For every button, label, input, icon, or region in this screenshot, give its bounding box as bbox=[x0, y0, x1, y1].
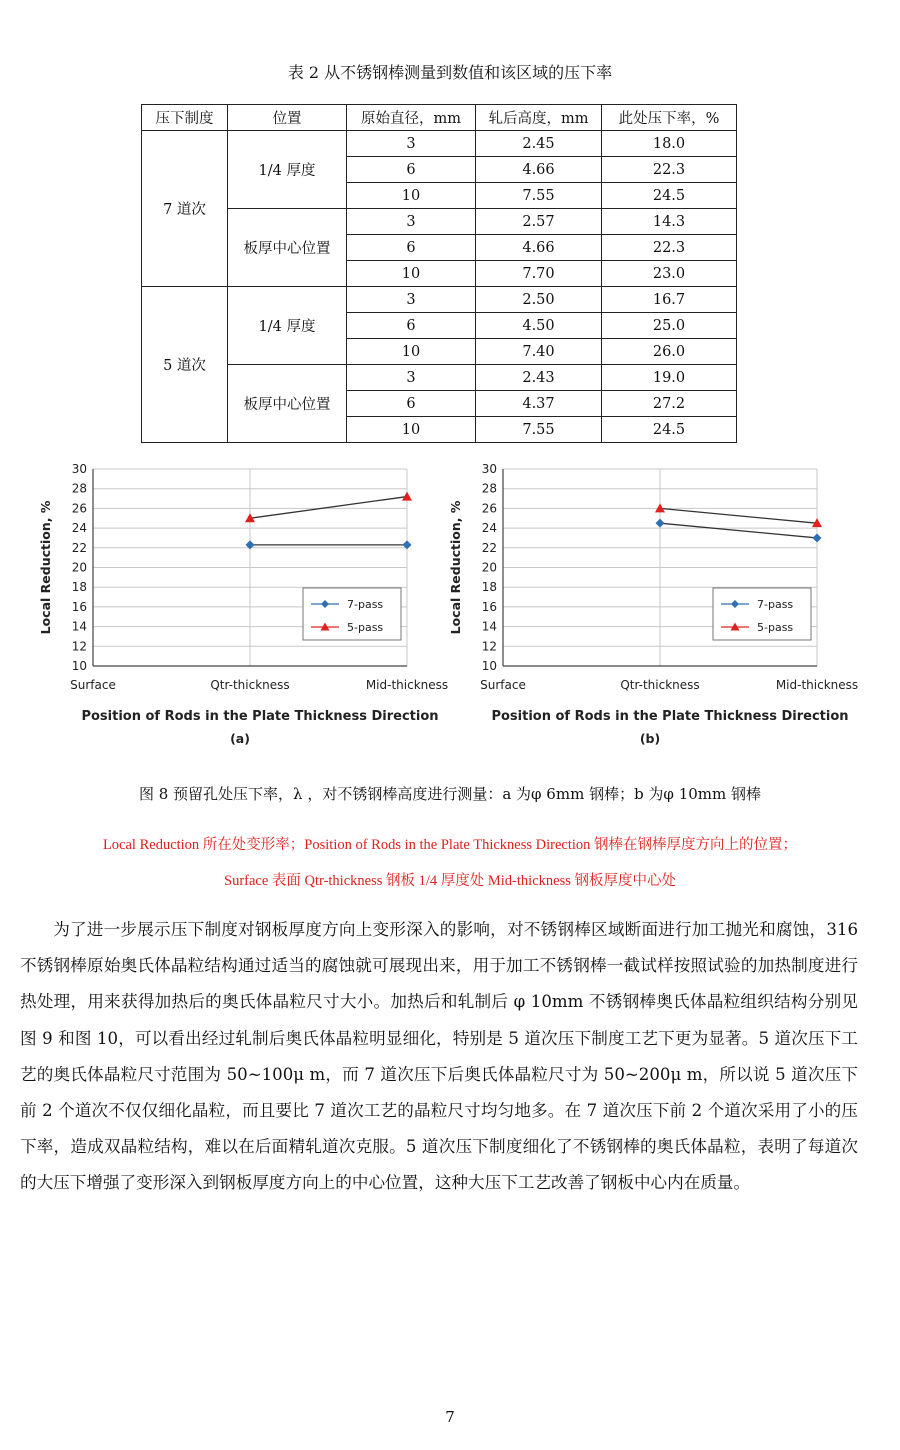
position-cell: 板厚中心位置 bbox=[228, 209, 347, 287]
y-tick-label: 12 bbox=[71, 639, 87, 654]
diameter-cell: 6 bbox=[347, 313, 476, 339]
y-tick-label: 28 bbox=[71, 481, 87, 496]
schedule-cell: 7 道次 bbox=[142, 131, 228, 287]
y-tick-label: 12 bbox=[481, 639, 497, 654]
y-tick-label: 26 bbox=[71, 501, 87, 516]
data-point-diamond bbox=[813, 533, 822, 542]
height-cell: 2.43 bbox=[476, 365, 602, 391]
reduction-cell: 24.5 bbox=[602, 183, 737, 209]
y-tick-label: 24 bbox=[481, 521, 497, 536]
diameter-cell: 6 bbox=[347, 157, 476, 183]
panel-label: (b) bbox=[639, 731, 661, 746]
position-cell: 1/4 厚度 bbox=[228, 131, 347, 209]
height-cell: 4.37 bbox=[476, 391, 602, 417]
position-cell: 1/4 厚度 bbox=[228, 287, 347, 365]
legend-label: 7-pass bbox=[347, 598, 384, 611]
height-cell: 7.55 bbox=[476, 183, 602, 209]
y-tick-label: 24 bbox=[71, 521, 87, 536]
chart-b bbox=[440, 458, 860, 758]
reduction-cell: 14.3 bbox=[602, 209, 737, 235]
x-tick-label: Surface bbox=[480, 678, 526, 692]
reduction-cell: 23.0 bbox=[602, 261, 737, 287]
reduction-table bbox=[141, 104, 737, 443]
y-tick-label: 16 bbox=[71, 599, 87, 614]
reduction-cell: 26.0 bbox=[602, 339, 737, 365]
table-row bbox=[142, 287, 737, 313]
header-original-diameter: 原始直径，mm bbox=[347, 105, 476, 131]
x-tick-label: Surface bbox=[70, 678, 116, 692]
header-position: 位置 bbox=[228, 105, 347, 131]
table-row bbox=[142, 209, 737, 235]
table-caption: 表 2 从不锈钢棒测量到数值和该区域的压下率 bbox=[287, 63, 613, 82]
height-cell: 2.57 bbox=[476, 209, 602, 235]
y-tick-label: 22 bbox=[71, 540, 87, 555]
y-tick-label: 20 bbox=[71, 560, 87, 575]
diameter-cell: 3 bbox=[347, 209, 476, 235]
reduction-cell: 24.5 bbox=[602, 417, 737, 443]
legend-label: 7-pass bbox=[757, 598, 794, 611]
diameter-cell: 10 bbox=[347, 261, 476, 287]
position-cell: 板厚中心位置 bbox=[228, 365, 347, 443]
y-tick-label: 26 bbox=[481, 501, 497, 516]
x-axis-label: Position of Rods in the Plate Thickness Direction bbox=[491, 709, 849, 724]
y-tick-label: 20 bbox=[481, 560, 497, 575]
height-cell: 7.70 bbox=[476, 261, 602, 287]
diameter-cell: 3 bbox=[347, 131, 476, 157]
y-tick-label: 18 bbox=[481, 580, 497, 595]
figure-caption: 图 8 预留孔处压下率，λ ，对不锈钢棒高度进行测量：a 为φ 6mm 钢棒；b 为φ 10mm 钢棒 bbox=[138, 785, 762, 803]
series-line-5-pass bbox=[660, 508, 817, 523]
series-line-5-pass bbox=[250, 497, 407, 519]
diameter-cell: 6 bbox=[347, 235, 476, 261]
legend-label: 5-pass bbox=[757, 621, 794, 634]
y-tick-label: 10 bbox=[481, 659, 497, 673]
height-cell: 7.40 bbox=[476, 339, 602, 365]
y-tick-label: 28 bbox=[481, 481, 497, 496]
x-tick-label: Mid-thickness bbox=[365, 678, 449, 692]
reduction-cell: 27.2 bbox=[602, 391, 737, 417]
header-rolled-height: 轧后高度，mm bbox=[476, 105, 602, 131]
figure-note-1: Local Reduction 所在处变形率；Position of Rods in the Plate Thickness Direction 钢棒在钢棒厚度方向上的位置； bbox=[102, 837, 798, 853]
data-point-diamond bbox=[656, 519, 665, 528]
diameter-cell: 6 bbox=[347, 391, 476, 417]
table-header-row bbox=[142, 105, 737, 131]
height-cell: 2.45 bbox=[476, 131, 602, 157]
header-local-reduction: 此处压下率，% bbox=[602, 105, 737, 131]
diameter-cell: 10 bbox=[347, 339, 476, 365]
chart-a bbox=[30, 458, 450, 758]
legend-label: 5-pass bbox=[347, 621, 384, 634]
page-number: 7 bbox=[445, 1408, 455, 1426]
height-cell: 4.66 bbox=[476, 235, 602, 261]
y-tick-label: 10 bbox=[71, 659, 87, 673]
series-line-7-pass bbox=[660, 523, 817, 538]
y-tick-label: 18 bbox=[71, 580, 87, 595]
reduction-cell: 19.0 bbox=[602, 365, 737, 391]
figure-note-2: Surface 表面 Qtr-thickness 钢板 1/4 厚度处 Mid-thickness 钢板厚度中心处 bbox=[224, 873, 676, 889]
reduction-cell: 25.0 bbox=[602, 313, 737, 339]
diameter-cell: 10 bbox=[347, 183, 476, 209]
x-axis-label: Position of Rods in the Plate Thickness Direction bbox=[81, 709, 439, 724]
y-tick-label: 14 bbox=[481, 619, 497, 634]
reduction-cell: 22.3 bbox=[602, 235, 737, 261]
height-cell: 2.50 bbox=[476, 287, 602, 313]
y-tick-label: 16 bbox=[481, 599, 497, 614]
reduction-cell: 22.3 bbox=[602, 157, 737, 183]
y-tick-label: 30 bbox=[481, 462, 497, 476]
height-cell: 7.55 bbox=[476, 417, 602, 443]
height-cell: 4.50 bbox=[476, 313, 602, 339]
diameter-cell: 3 bbox=[347, 365, 476, 391]
table-row bbox=[142, 365, 737, 391]
y-tick-label: 14 bbox=[71, 619, 87, 634]
y-tick-label: 30 bbox=[71, 462, 87, 476]
body-paragraph: 为了进一步展示压下制度对钢板厚度方向上变形深入的影响，对不锈钢棒区域断面进行加工抛光和腐蚀，316 不锈钢棒原始奥氏体晶粒结构通过适当的腐蚀就可展现出来，用于加工不锈钢棒一截试样按照试验的加热制度进行热处理，用来获得加热后的奥氏体晶粒尺寸大小。加热后和轧制后 φ 10mm 不锈钢棒奥氏体晶粒组织结构分别见图 9 和图 10，可以看出经过轧制后奥氏体晶粒明显细化，特别是 5 道次压下制度工艺下更为显著。5 道次压下工艺的奥氏体晶粒尺寸范围为 50~100μ m，而 7 道次压下后奥氏体晶粒尺寸为 50~200μ m，所以说 5 道次压下前 2 个道次不仅仅细化晶粒，而且要比 7 道次工艺的晶粒尺寸均匀地多。在 7 道次压下前 2 个道次采用了小的压下率，造成双晶粒结构，难以在后面精轧道次克服。5 道次压下制度细化了不锈钢棒的奥氏体晶粒，表明了每道次的大压下增强了变形深入到钢板厚度方向上的中心位置，这种大压下工艺改善了钢板中心内在质量。 bbox=[20, 920, 858, 1193]
y-axis-label: Local Reduction, % bbox=[38, 500, 53, 635]
y-axis-label: Local Reduction, % bbox=[448, 500, 463, 635]
height-cell: 4.66 bbox=[476, 157, 602, 183]
header-schedule: 压下制度 bbox=[142, 105, 228, 131]
table-row bbox=[142, 131, 737, 157]
schedule-cell: 5 道次 bbox=[142, 287, 228, 443]
reduction-cell: 18.0 bbox=[602, 131, 737, 157]
diameter-cell: 3 bbox=[347, 287, 476, 313]
x-tick-label: Qtr-thickness bbox=[620, 678, 700, 692]
data-point-triangle bbox=[402, 492, 412, 501]
x-tick-label: Qtr-thickness bbox=[210, 678, 290, 692]
reduction-cell: 16.7 bbox=[602, 287, 737, 313]
x-tick-label: Mid-thickness bbox=[775, 678, 859, 692]
y-tick-label: 22 bbox=[481, 540, 497, 555]
diameter-cell: 10 bbox=[347, 417, 476, 443]
panel-label: (a) bbox=[230, 731, 250, 746]
